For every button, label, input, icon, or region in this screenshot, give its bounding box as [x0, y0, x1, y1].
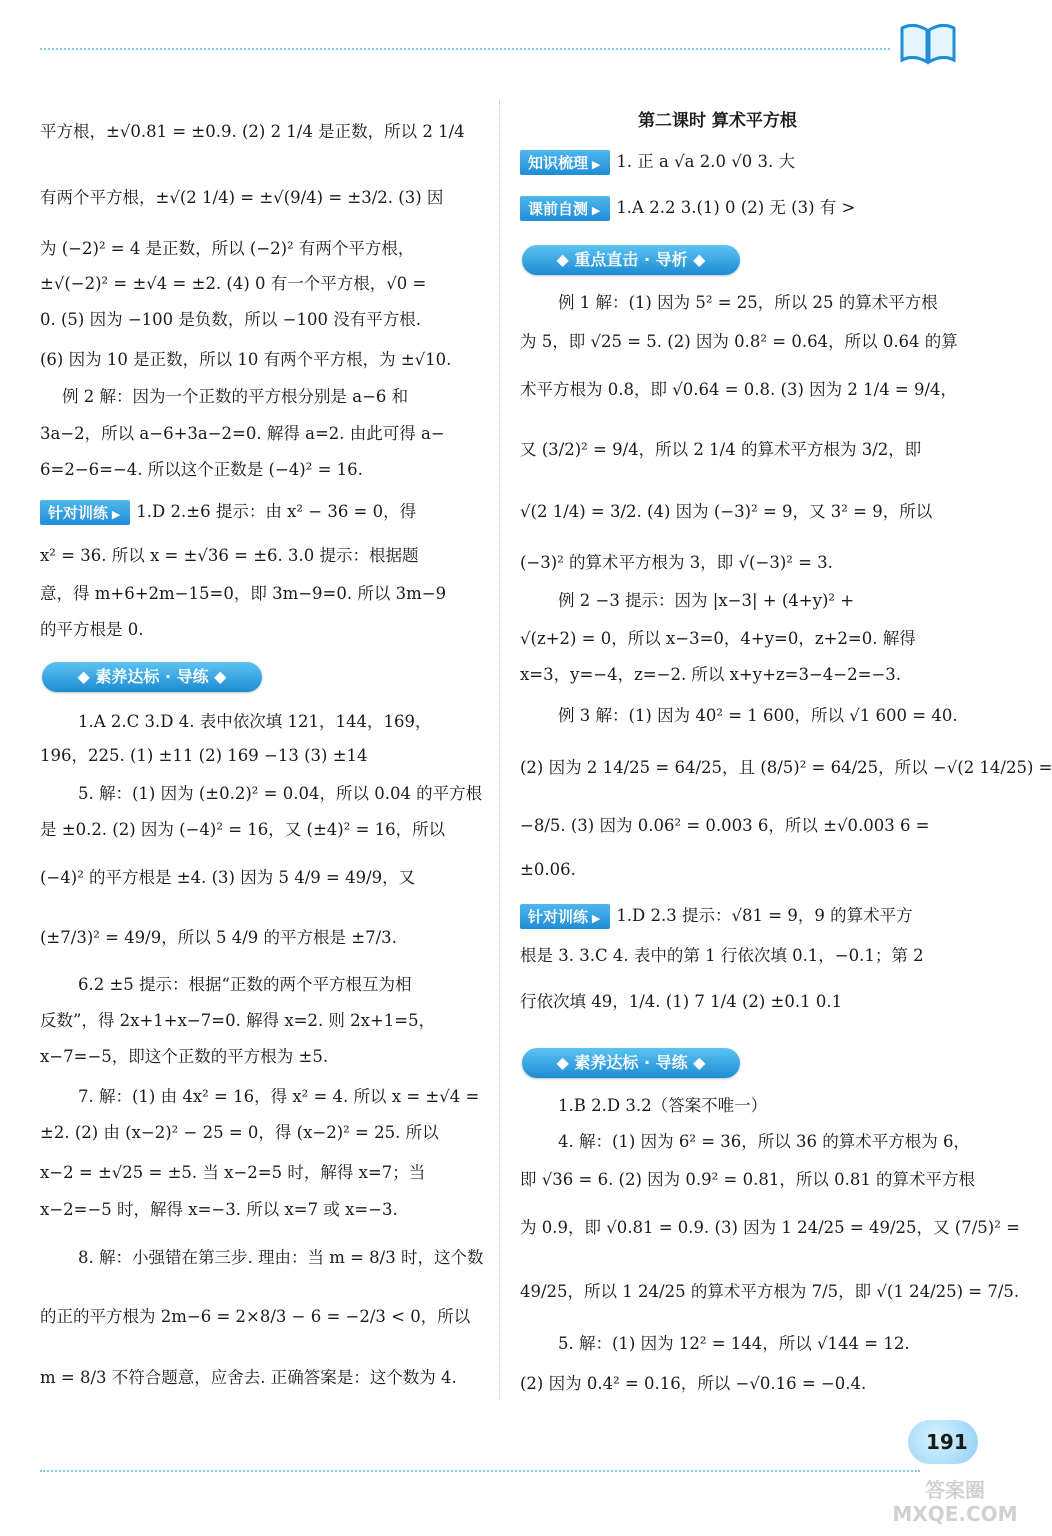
text-line: √(2 1/4) = 3/2. (4) 因为 (−3)² = 9，又 3² = 9，所以 [520, 502, 933, 521]
text-line: −8/5. (3) 因为 0.06² = 0.003 6，所以 ±√0.003 6 = [520, 816, 930, 835]
text-line: 有两个平方根，±√(2 1/4) = ±√(9/4) = ±3/2. (3) 因 [40, 188, 444, 207]
pretest-row [520, 194, 855, 221]
text-line: 6=2−6=−4. 所以这个正数是 (−4)² = 16. [40, 460, 363, 479]
text-line: 3a−2，所以 a−6+3a−2=0. 解得 a=2. 由此可得 a− [40, 424, 445, 443]
text-line: 例 2 解：因为一个正数的平方根分别是 a−6 和 [62, 387, 409, 406]
text-line: (2) 因为 2 14/25 = 64/25，且 (8/5)² = 64/25，所以 −√(2 14/25) = [520, 758, 1052, 777]
text-line: 根是 3. 3.C 4. 表中的第 1 行依次填 0.1，−0.1；第 2 [520, 946, 924, 965]
text-line: √(z+2) = 0，所以 x−3=0，4+y=0，z+2=0. 解得 [520, 629, 916, 648]
text-line: 反数”，得 2x+1+x−7=0. 解得 x=2. 则 2x+1=5， [40, 1011, 436, 1030]
text-line: 7. 解：(1) 由 4x² = 16，得 x² = 4. 所以 x = ±√4 = [78, 1087, 480, 1106]
text-line: (±7/3)² = 49/9，所以 5 4/9 的平方根是 ±7/3. [40, 928, 397, 947]
text-line: 1.D 2.3 提示：√81 = 9，9 的算术平方 [616, 906, 913, 925]
text-line: 意，得 m+6+2m−15=0，即 3m−9=0. 所以 3m−9 [40, 584, 447, 603]
pretest-tag: 课前自测 ▶ [520, 196, 610, 221]
lesson-title: 第二课时 算术平方根 [638, 111, 797, 131]
text-line: 1. 正 a √a 2.0 √0 3. 大 [616, 152, 795, 171]
text-line: ±2. (2) 由 (x−2)² − 25 = 0，得 (x−2)² = 25. 所以 [40, 1123, 439, 1142]
text-line: ±√(−2)² = ±√4 = ±2. (4) 0 有一个平方根，√0 = [40, 274, 427, 293]
text-line: x−2=−5 时，解得 x=−3. 所以 x=7 或 x=−3. [40, 1200, 398, 1219]
drill-row [520, 902, 913, 929]
text-line: 为 5，即 √25 = 5. (2) 因为 0.8² = 0.64，所以 0.64 的算 [520, 332, 958, 351]
text-line: 的平方根是 0. [40, 620, 144, 639]
text-line: x=3，y=−4，z=−2. 所以 x+y+z=3−4−2=−3. [520, 665, 902, 684]
text-line: ±0.06. [520, 860, 576, 879]
text-line: 6.2 ±5 提示：根据“正数的两个平方根互为相 [78, 975, 412, 994]
book-icon [898, 18, 958, 66]
drill-row [40, 498, 416, 525]
text-line: 为 0.9，即 √0.81 = 0.9. (3) 因为 1 24/25 = 49/25，又 (7/5)² = [520, 1218, 1020, 1237]
text-line: (6) 因为 10 是正数，所以 10 有两个平方根，为 ±√10. [40, 350, 452, 369]
text-line: 49/25，所以 1 24/25 的算术平方根为 7/5，即 √(1 24/25) = 7/5. [520, 1282, 1020, 1301]
watermark: 答案圈 MXQE.COM [892, 1478, 1018, 1526]
text-line: 又 (3/2)² = 9/4，所以 2 1/4 的算术平方根为 3/2，即 [520, 440, 922, 459]
text-line: 1.B 2.D 3.2（答案不唯一） [558, 1096, 768, 1115]
text-line: 行依次填 49，1/4. (1) 7 1/4 (2) ±0.1 0.1 [520, 992, 843, 1011]
drill-tag: 针对训练 ▶ [40, 500, 130, 525]
knowledge-tag: 知识梳理 ▶ [520, 150, 610, 175]
text-line: 平方根，±√0.81 = ±0.9. (2) 2 1/4 是正数，所以 2 1/4 [40, 122, 465, 141]
focus-pill: ◆ 重点直击 · 导析 ◆ [522, 245, 740, 275]
header-dotted-line [40, 48, 890, 50]
text-line: 0. (5) 因为 −100 是负数，所以 −100 没有平方根. [40, 310, 421, 329]
text-line: 1.A 2.2 3.(1) 0 (2) 无 (3) 有 > [616, 198, 856, 217]
text-line: 术平方根为 0.8，即 √0.64 = 0.8. (3) 因为 2 1/4 = 9/4， [520, 380, 958, 399]
text-line: x−7=−5，即这个正数的平方根为 ±5. [40, 1047, 329, 1066]
text-line: m = 8/3 不符合题意，应舍去. 正确答案是：这个数为 4. [40, 1368, 457, 1387]
knowledge-row [520, 148, 795, 175]
text-line: 1.A 2.C 3.D 4. 表中依次填 121，144，169， [78, 712, 432, 731]
section-pill: ◆ 素养达标 · 导练 ◆ [42, 662, 262, 692]
text-line: (−4)² 的平方根是 ±4. (3) 因为 5 4/9 = 49/9，又 [40, 868, 416, 887]
text-line: x² = 36. 所以 x = ±√36 = ±6. 3.0 提示：根据题 [40, 546, 419, 565]
drill-tag: 针对训练 ▶ [520, 904, 610, 929]
text-line: 的正的平方根为 2m−6 = 2×8/3 − 6 = −2/3 < 0，所以 [40, 1307, 471, 1326]
text-line: (2) 因为 0.4² = 0.16，所以 −√0.16 = −0.4. [520, 1374, 867, 1393]
text-line: 例 2 −3 提示：因为 |x−3| + (4+y)² + [558, 591, 855, 610]
text-line: 1.D 2.±6 提示：由 x² − 36 = 0，得 [136, 502, 417, 521]
text-line: 4. 解：(1) 因为 6² = 36，所以 36 的算术平方根为 6， [558, 1132, 971, 1151]
text-line: x−2 = ±√25 = ±5. 当 x−2=5 时，解得 x=7；当 [40, 1163, 426, 1182]
text-line: 为 (−2)² = 4 是正数，所以 (−2)² 有两个平方根， [40, 239, 415, 258]
text-line: 5. 解：(1) 因为 12² = 144，所以 √144 = 12. [558, 1334, 910, 1353]
text-line: 196，225. (1) ±11 (2) 169 −13 (3) ±14 [40, 746, 368, 765]
text-line: 5. 解：(1) 因为 (±0.2)² = 0.04，所以 0.04 的平方根 [78, 784, 483, 803]
text-line: 是 ±0.2. (2) 因为 (−4)² = 16，又 (±4)² = 16，所以 [40, 820, 446, 839]
text-line: 即 √36 = 6. (2) 因为 0.9² = 0.81，所以 0.81 的算术平方根 [520, 1170, 976, 1189]
section-pill: ◆ 素养达标 · 导练 ◆ [522, 1048, 740, 1078]
column-divider [499, 100, 500, 1400]
text-line: 8. 解：小强错在第三步. 理由：当 m = 8/3 时，这个数 [78, 1248, 484, 1267]
text-line: (−3)² 的算术平方根为 3，即 √(−3)² = 3. [520, 553, 833, 572]
footer-dotted-line [40, 1470, 920, 1472]
text-line: 例 3 解：(1) 因为 40² = 1 600，所以 √1 600 = 40. [558, 706, 958, 725]
text-line: 例 1 解：(1) 因为 5² = 25，所以 25 的算术平方根 [558, 293, 938, 312]
page-number: 191 [926, 1430, 968, 1454]
